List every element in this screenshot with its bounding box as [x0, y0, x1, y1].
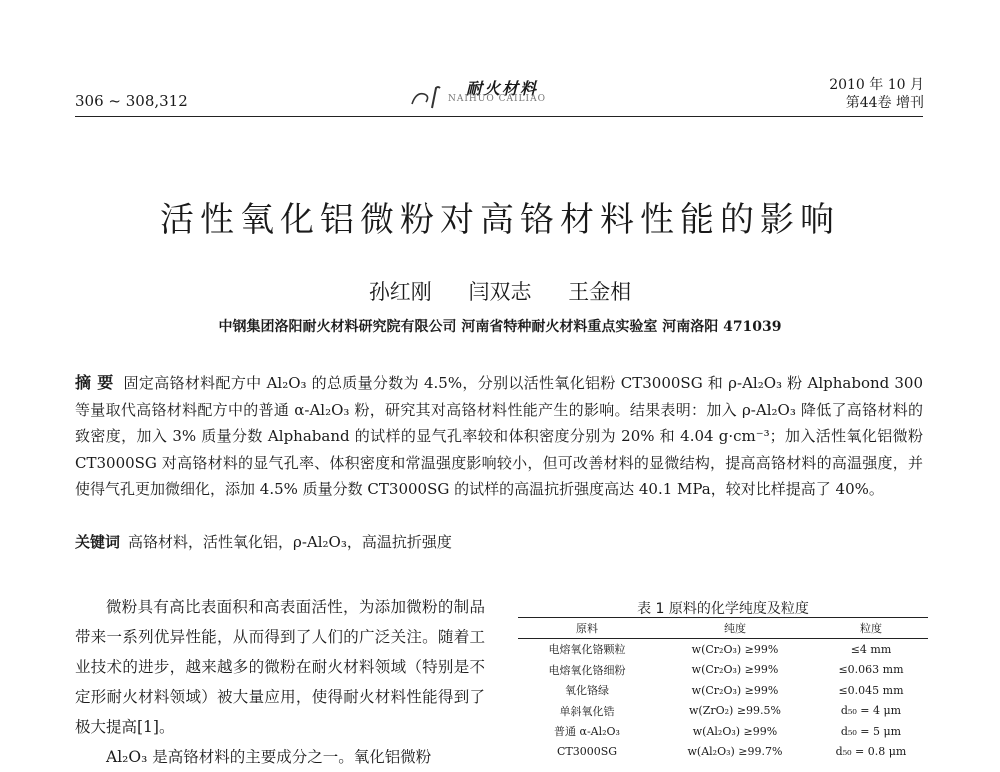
table-cell: w(Cr₂O₃) ≥99% — [691, 683, 779, 697]
table-row — [518, 721, 928, 742]
keywords-text: 高铬材料，活性氧化铝，ρ-Al₂O₃，高温抗折强度 — [128, 533, 452, 551]
journal-logo — [408, 76, 578, 116]
table-cell: CT3000SG — [556, 745, 618, 759]
table-cell: 单斜氧化锆 — [559, 704, 615, 718]
table-row — [518, 639, 928, 660]
header-rule — [75, 116, 923, 117]
col-header-purity: 纯度 — [656, 618, 814, 639]
table-cell: 电熔氧化铬颗粒 — [548, 643, 626, 657]
body-paragraph-1: 微粉具有高比表面积和高表面活性，为添加微粉的制品带来一系列优异性能，从而得到了人们的广泛关注。随着工业技术的进步，越来越多的微粉在耐火材料领域（特别是不定形耐火材料领域）被大量应用，使得耐火材料性能得到了极大提高[1]。 — [75, 598, 485, 736]
table-cell: w(Al₂O₃) ≥99% — [692, 724, 778, 738]
col-header-size: 粒度 — [814, 618, 928, 639]
journal-name: 耐火材料 — [466, 79, 539, 98]
keywords — [75, 530, 923, 554]
author-2: 闫双志 — [468, 280, 532, 304]
table-cell: w(Al₂O₃) ≥99.7% — [687, 745, 783, 759]
table-header-row — [518, 618, 928, 639]
logo-swirl-icon — [408, 84, 442, 112]
body-paragraph-2: Al₂O₃ 是高铬材料的主要成分之一。氧化铝微粉 — [106, 748, 432, 766]
abstract — [75, 370, 923, 503]
article-title: 活性氧化铝微粉对高铬材料性能的影响 — [160, 200, 840, 240]
table-cell: ≤0.045 mm — [838, 683, 904, 697]
table-cell: d₅₀ = 0.8 μm — [835, 745, 907, 759]
col-header-material: 原料 — [518, 618, 656, 639]
table-cell: ≤4 mm — [850, 642, 892, 656]
keywords-label: 关键词 — [75, 533, 121, 551]
table-cell: w(ZrO₂) ≥99.5% — [689, 704, 781, 718]
body-column — [75, 592, 485, 772]
table-cell: w(Cr₂O₃) ≥99% — [691, 663, 779, 677]
issue-info — [829, 76, 924, 112]
table-row — [518, 660, 928, 681]
issue-volume: 第44卷 增刊 — [845, 95, 924, 111]
author-1: 孙红刚 — [368, 280, 432, 304]
author-list — [0, 276, 1000, 306]
table-cell: 电熔氧化铬细粉 — [548, 663, 626, 677]
table-row — [518, 742, 928, 763]
table-cell: ≤0.063 mm — [838, 663, 904, 677]
table-cell: 普通 α-Al₂O₃ — [554, 725, 620, 739]
table-cell: d₅₀ = 5 μm — [840, 724, 902, 738]
table-row — [518, 701, 928, 722]
table-cell: w(Cr₂O₃) ≥99% — [691, 642, 779, 656]
author-3: 王金相 — [568, 280, 632, 304]
table-cell: d₅₀ = 4 μm — [840, 704, 902, 718]
issue-date: 2010 年 10 月 — [829, 77, 924, 93]
abstract-text: 固定高铬材料配方中 Al₂O₃ 的总质量分数为 4.5%，分别以活性氧化铝粉 CT3000SG 和 ρ-Al₂O₃ 粉 Alphabond 300 等量取代高铬材料配方中的普通 α-Al₂O₃ 粉，研究其对高铬材料性能产生的影响。结果表明：加入 ρ-Al₂O₃ 降低了高铬材料的致密度，加入 3% 质量分数 Alphaband 的试样的显气孔率较和体积密度分别为 20% 和 4.04 g·cm⁻³；加入活性氧化铝微粉 CT3000SG 对高铬材料的显气孔率、体积密度和常温强度影响较小，但可改善材料的显微结构，提高高铬材料的高温强度，并使得气孔更加微细化，添加 4.5% 质量分数 CT3000SG 的试样的高温抗折强度高达 40.1 MPa，较对比样提高了 40%。 — [75, 374, 923, 498]
table-row — [518, 680, 928, 701]
page-range: 306 ~ 308,312 — [75, 92, 188, 110]
table-caption: 表 1 原料的化学纯度及粒度 — [637, 601, 809, 617]
affiliation: 中钢集团洛阳耐火材料研究院有限公司 河南省特种耐火材料重点实验室 河南洛阳 471039 — [218, 319, 782, 335]
materials-table — [518, 617, 928, 762]
abstract-label: 摘 要 — [75, 373, 114, 392]
journal-sub: NAIHUO CAILIAO — [448, 94, 546, 104]
table-cell: 氧化铬绿 — [565, 684, 609, 698]
